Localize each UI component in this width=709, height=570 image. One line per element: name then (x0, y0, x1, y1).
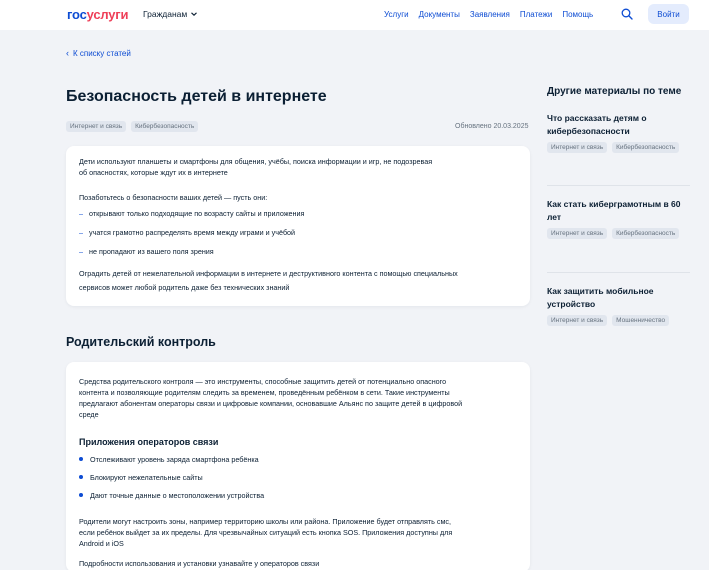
intro-outro-line-2: сервисов может любой родитель даже без технических знаний (79, 283, 290, 292)
related-article-1[interactable] (547, 112, 690, 157)
tag-cybersecurity[interactable]: Кибербезопасность (612, 228, 679, 239)
chevron-left-icon: ‹ (66, 48, 69, 58)
tag-internet[interactable]: Интернет и связь (66, 121, 126, 132)
tag-fraud[interactable]: Мошенничество (612, 315, 669, 326)
gosuslugi-logo[interactable] (67, 7, 128, 22)
updated-date: Обновлено 20.03.2025 (455, 123, 529, 130)
related-article-tags (547, 142, 690, 157)
list-item: Отслеживают уровень заряда смартфона ребёнка (79, 455, 259, 464)
search-icon[interactable] (621, 8, 633, 20)
intro-card (66, 146, 530, 306)
top-header (0, 0, 709, 30)
list-item: Дают точные данные о местоположении устройства (79, 491, 264, 500)
intro-line-2: об опасностях, которые ждут их в интернете (79, 168, 228, 177)
related-materials-sidebar (547, 86, 690, 324)
login-button[interactable]: Войти (648, 4, 689, 24)
tag-cybersecurity[interactable]: Кибербезопасность (612, 142, 679, 153)
nav-item-help[interactable]: Помощь (562, 10, 594, 19)
parental-control-card (66, 362, 530, 570)
list-item: – открывают только подходящие по возрасту сайты и приложения (79, 209, 305, 218)
article-tags (66, 121, 203, 132)
main-nav (384, 10, 603, 19)
operators-apps-subtitle: Приложения операторов связи (79, 437, 219, 447)
citizens-dropdown[interactable] (143, 9, 198, 19)
parental-p1-line-1: Средства родительского контроля — это инструменты, способные защитить детей от потенциально опасного (79, 377, 447, 386)
back-to-articles-link[interactable] (66, 48, 131, 58)
logo-part-uslugi: услуги (86, 7, 129, 22)
chevron-down-icon (190, 10, 198, 18)
list-item: – не пропадают из вашего поля зрения (79, 247, 214, 256)
related-article-title[interactable]: Как стать киберграмотным в 60 лет (547, 199, 681, 222)
page-title: Безопасность детей в интернете (66, 88, 327, 105)
parental-p1-line-4: среде (79, 410, 99, 419)
tag-cybersecurity[interactable]: Кибербезопасность (131, 121, 198, 132)
related-article-2[interactable] (547, 198, 690, 243)
nav-item-payments[interactable]: Платежи (519, 10, 553, 19)
parental-p1-line-2: контента и позволяющие родителям следить за временем, проведённым ребёнком в сети. Такие инструменты (79, 388, 450, 397)
tag-internet[interactable]: Интернет и связь (547, 228, 607, 239)
back-link-label: К списку статей (73, 48, 131, 58)
sidebar-divider (547, 272, 690, 273)
related-article-title[interactable]: Как защитить мобильное устройство (547, 286, 654, 309)
parental-p2-line-2: если ребёнок выйдет за их пределы. Для чрезвычайных ситуаций есть кнопка SOS. Приложения доступны для (79, 528, 453, 537)
related-article-title[interactable]: Что рассказать детям о кибербезопасности (547, 113, 647, 136)
citizens-label: Гражданам (143, 9, 188, 19)
intro-lead: Позаботьтесь о безопасности ваших детей — пусть они: (79, 193, 268, 202)
intro-outro-line-1: Оградить детей от нежелательной информации в интернете и деструктивного контента с помощью специальных (79, 269, 458, 278)
related-article-tags (547, 315, 690, 330)
sidebar-divider (547, 185, 690, 186)
tag-internet[interactable]: Интернет и связь (547, 142, 607, 153)
nav-item-documents[interactable]: Документы (418, 10, 460, 19)
tag-internet[interactable]: Интернет и связь (547, 315, 607, 326)
list-item: – учатся грамотно распределять время между играми и учёбой (79, 228, 296, 237)
parental-p2-line-1: Родители могут настроить зоны, например территорию школы или района. Приложение будет отправлять смс, (79, 517, 452, 526)
list-item: Блокируют нежелательные сайты (79, 473, 203, 482)
nav-item-services[interactable]: Услуги (384, 10, 409, 19)
related-article-3[interactable] (547, 285, 690, 330)
parental-p3: Подробности использования и установки узнавайте у операторов связи (79, 559, 320, 568)
sidebar-title: Другие материалы по теме (547, 86, 682, 97)
logo-part-gos: гос (67, 7, 87, 22)
nav-item-applications[interactable]: Заявления (469, 10, 510, 19)
parental-p2-line-3: Android и iOS (79, 539, 124, 548)
intro-line-1: Дети используют планшеты и смартфоны для общения, учёбы, поиска информации и игр, не подозревая (79, 157, 433, 166)
parental-control-title: Родительский контроль (66, 335, 216, 349)
related-article-tags (547, 228, 690, 243)
parental-p1-line-3: предлагают абонентам операторы связи и цифровые компании, основавшие Альянс по защите детей в цифровой (79, 399, 463, 408)
